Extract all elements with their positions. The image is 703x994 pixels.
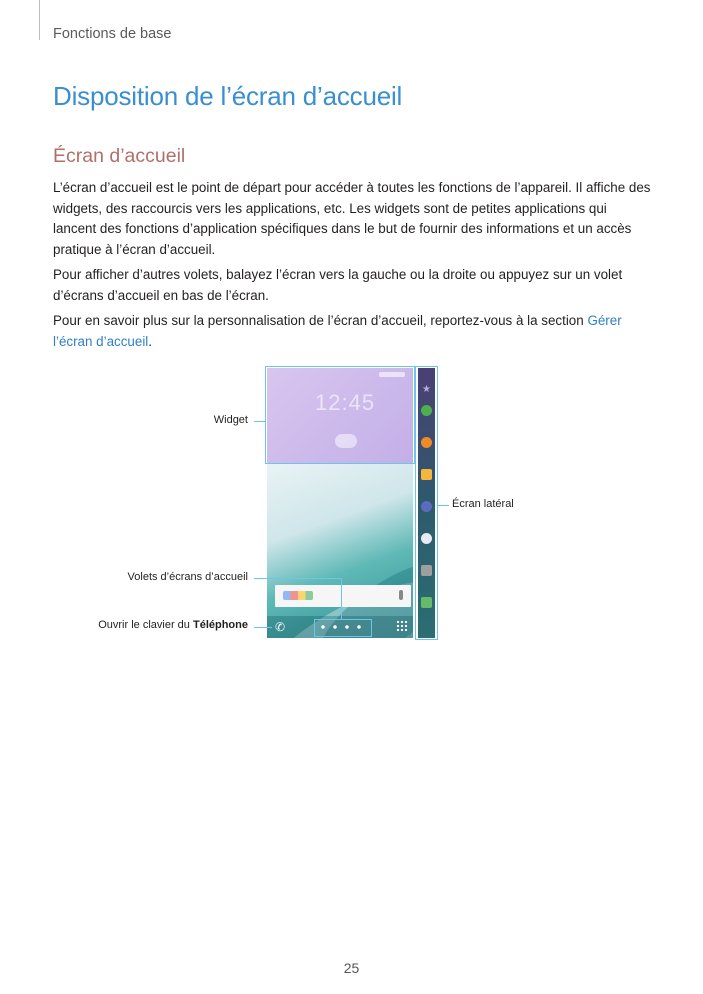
star-icon: ★ xyxy=(422,384,431,395)
apps-icon xyxy=(396,620,407,631)
manage-home-screen-link[interactable]: Gérer l’écran d’accueil xyxy=(53,313,622,349)
callout-phone-app: Téléphone xyxy=(192,619,248,631)
phone-icon: ✆ xyxy=(275,620,286,634)
widget-highlight xyxy=(265,366,415,464)
header-rule xyxy=(39,0,40,40)
page-title: Disposition de l’écran d’accueil xyxy=(53,81,403,111)
callout-open-keypad-text: Ouvrir le clavier du xyxy=(98,619,193,631)
widget-leader-line xyxy=(254,421,266,422)
mic-icon xyxy=(399,590,403,600)
paragraph-reference-text: Pour en savoir plus sur la personnalisation de l’écran d’accueil, reportez-vous à la section xyxy=(53,313,588,328)
paragraph-panes: Pour afficher d’autres volets, balayez l’écran vers la gauche ou la droite ou appuyez sur un volet d’écrans d’accueil en bas de l’écran. xyxy=(53,267,623,303)
panes-leader-line xyxy=(254,578,342,579)
section-title: Écran d’accueil xyxy=(53,145,186,167)
running-header: Fonctions de base xyxy=(53,26,172,42)
edge-highlight xyxy=(415,366,438,640)
paragraph-intro: L’écran d’accueil est le point de départ pour accéder à toutes les fonctions de l’appareil. Il affiche des widgets, des raccourcis vers les applications, etc. Les widgets sont de petites applications qui lancent des fonctions d’application spécifiques dans le but de fournir des informations et un accès pratique à l’écran d’accueil. xyxy=(53,180,651,257)
paragraph-reference-end: . xyxy=(148,333,153,349)
callout-edge-screen: Écran latéral xyxy=(452,498,514,510)
paragraph-reference xyxy=(53,311,653,352)
page-number: 25 xyxy=(343,960,360,976)
edge-leader-line xyxy=(437,505,449,506)
phone-leader-line xyxy=(254,627,272,628)
panes-highlight xyxy=(314,619,372,637)
callout-open-keypad xyxy=(60,619,248,631)
widget-clock: 12:45 xyxy=(315,390,376,415)
wallpaper xyxy=(267,464,413,638)
callout-home-panes: Volets d’écrans d’accueil xyxy=(127,571,248,583)
panes-leader-line-vertical xyxy=(341,578,342,619)
google-search-bar xyxy=(275,585,411,607)
callout-widget: Widget xyxy=(213,414,248,426)
google-logo-icon xyxy=(283,591,313,600)
